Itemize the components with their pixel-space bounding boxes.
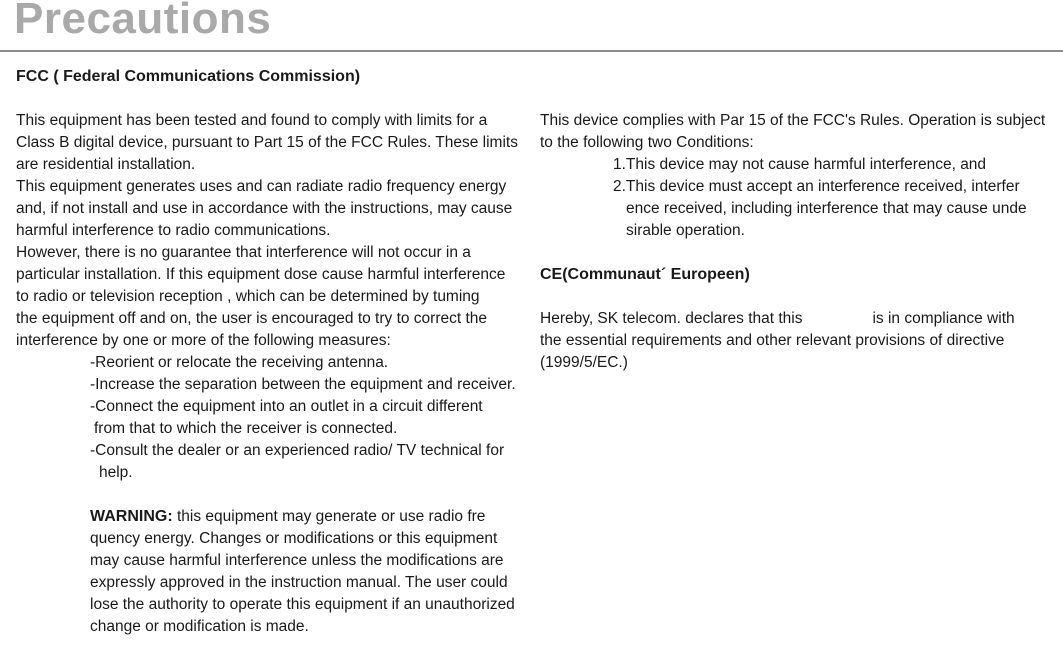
warning-label: WARNING: bbox=[90, 508, 173, 525]
ce-text-line: (1999/5/EC.) bbox=[540, 354, 628, 371]
fcc-text-line: particular installation. If this equipment dose cause harmful interference bbox=[16, 266, 506, 283]
measure-item: -Reorient or relocate the receiving antenna. bbox=[90, 354, 389, 371]
fcc-text-line: However, there is no guarantee that interference will not occur in a bbox=[16, 244, 471, 261]
ce-text-line bbox=[540, 308, 1060, 330]
fcc-text-line: to radio or television reception , which can be determined by tuming bbox=[16, 288, 480, 305]
fcc-text-line: This equipment has been tested and found to comply with limits for a bbox=[16, 112, 488, 129]
ce-heading: CE(Communaut´ Europeen) bbox=[540, 266, 750, 283]
warning-text-line: may cause harmful interference unless the modifications are bbox=[90, 552, 504, 569]
measure-item: help. bbox=[99, 464, 133, 481]
condition-item-continued: sirable operation. bbox=[626, 222, 745, 239]
warning-text-line: quency energy. Changes or modifications or this equipment bbox=[90, 530, 498, 547]
page-title: Precautions bbox=[14, 0, 272, 43]
fcc-text-line: Class B digital device, pursuant to Part 15 of the FCC Rules. These limits bbox=[16, 134, 518, 151]
part15-text-line: to the following two Conditions: bbox=[540, 134, 754, 151]
warning-text-line: expressly approved in the instruction manual. The user could bbox=[90, 574, 508, 591]
measure-item: from that to which the receiver is connected. bbox=[94, 420, 398, 437]
fcc-text-line: and, if not install and use in accordance with the instructions, may cause bbox=[16, 200, 513, 217]
ce-text-part: Hereby, SK telecom. declares that this bbox=[540, 310, 803, 327]
fcc-text-line: the equipment off and on, the user is encouraged to try to correct the bbox=[16, 310, 488, 327]
fcc-text-line: harmful interference to radio communications. bbox=[16, 222, 331, 239]
ce-text-part: is in compliance with bbox=[872, 310, 1015, 327]
warning-text-line: lose the authority to operate this equipment if an unauthorized bbox=[90, 596, 515, 613]
part15-section bbox=[540, 110, 1060, 374]
fcc-text-line: This equipment generates uses and can radiate radio frequency energy bbox=[16, 178, 507, 195]
measure-item: -Consult the dealer or an experienced radio/ TV technical for bbox=[90, 442, 505, 459]
warning-text-line: change or modification is made. bbox=[90, 618, 309, 635]
part15-text-line: This device complies with Par 15 of the FCC's Rules. Operation is subject bbox=[540, 112, 1046, 129]
fcc-text-line: interference by one or more of the following measures: bbox=[16, 332, 391, 349]
ce-text-line: the essential requirements and other relevant provisions of directive bbox=[540, 332, 1005, 349]
condition-item: 2.This device must accept an interference received, interfer bbox=[613, 178, 1020, 195]
warning-line bbox=[16, 506, 546, 528]
condition-item-continued: ence received, including interference that may cause unde bbox=[626, 200, 1027, 217]
fcc-section bbox=[16, 66, 546, 638]
measure-item: -Connect the equipment into an outlet in a circuit different bbox=[90, 398, 483, 415]
title-divider bbox=[0, 50, 1063, 52]
fcc-text-line: are residential installation. bbox=[16, 156, 196, 173]
condition-item: 1.This device may not cause harmful interference, and bbox=[613, 156, 987, 173]
measure-item: -Increase the separation between the equipment and receiver. bbox=[90, 376, 516, 393]
fcc-heading: FCC ( Federal Communications Commission) bbox=[16, 68, 361, 85]
warning-text: this equipment may generate or use radio fre bbox=[172, 508, 486, 525]
